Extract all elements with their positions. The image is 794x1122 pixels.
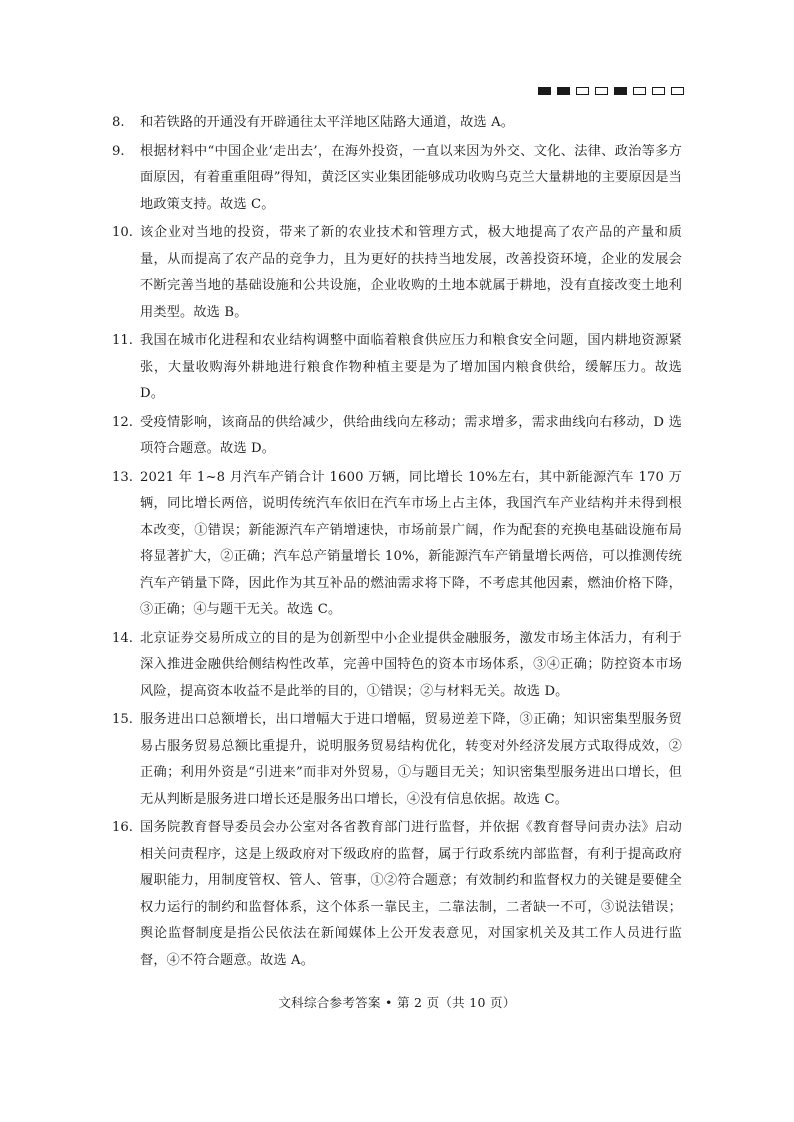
- answer-number: 12.: [112, 414, 133, 430]
- answer-text: 服务进出口总额增长，出口增幅大于进口增幅，贸易逆差下降，③正确；知识密集型服务贸易占服务贸易总额比重提升，说明服务贸易结构优化，转变对外经济发展方式取得成效，②正确；利用外资是“引进来”而非对外贸易，①与题目无关；知识密集型服务进出口增长，但无从判断是服务进口增长还是服务出口增长，④没有信息依据。故选 C。: [140, 712, 682, 807]
- marker-square: [576, 87, 589, 95]
- answer-item: [112, 626, 682, 706]
- marker-square: [595, 87, 608, 95]
- answer-item: [112, 410, 682, 463]
- answer-item: [112, 707, 682, 813]
- answer-item: [112, 110, 682, 137]
- marker-square: [671, 87, 684, 95]
- answer-number: 9.: [112, 143, 125, 159]
- marker-square: [652, 87, 665, 95]
- answer-list: [112, 110, 682, 976]
- marker-square: [614, 87, 627, 95]
- answer-number: 13.: [112, 469, 133, 485]
- answer-text: 根据材料中“中国企业‘走出去’，在海外投资，一直以来因为外交、文化、法律、政治等多方面原因，有着重重阻碍”得知，黄泛区实业集团能够成功收购乌克兰大量耕地的主要原因是当地政策支持。故选 C。: [140, 143, 682, 212]
- answer-text: 2021 年 1~8 月汽车产销合计 1600 万辆，同比增长 10%左右，其中新能源汽车 170 万辆，同比增长两倍，说明传统汽车依旧在汽车市场上占主体，我国汽车产业结构并未得到根本改变，①错误；新能源汽车产销增速快，市场前景广阔，作为配套的充换电基础设施布局将显著扩大，②正确；汽车总产销量增长 10%，新能源汽车产销量增长两倍，可以推测传统汽车产销量下降，因此作为其互补品的燃油需求将下降，不考虑其他因素，燃油价格下降，③正确；④与题干无关。故选 C。: [140, 469, 682, 617]
- marker-square: [538, 87, 551, 95]
- answer-number: 11.: [112, 333, 133, 348]
- header-markers: [538, 87, 684, 95]
- answer-text: 和若铁路的开通没有开辟通往太平洋地区陆路大通道，故选 A。: [140, 115, 515, 130]
- marker-square: [633, 87, 646, 95]
- answer-item: [112, 465, 682, 624]
- answer-item: [112, 139, 682, 219]
- marker-square: [557, 87, 570, 95]
- answer-number: 10.: [112, 225, 133, 240]
- answer-number: 16.: [112, 820, 133, 835]
- answer-text: 国务院教育督导委员会办公室对各省教育部门进行监督，并依据《教育督导问责办法》启动相关问责程序，这是上级政府对下级政府的监督，属于行政系统内部监督，有利于提高政府履职能力，用制度管权、管人、管事，①②符合题意；有效制约和监督权力的关键是要健全权力运行的制约和监督体系，这个体系一靠民主，二靠法制，二者缺一不可，③说法错误；舆论监督制度是指公民依法在新闻媒体上公开发表意见，对国家机关及其工作人员进行监督，④不符合题意。故选 A。: [140, 820, 682, 968]
- answer-item: [112, 220, 682, 326]
- answer-number: 14.: [112, 630, 133, 646]
- answer-item: [112, 328, 682, 408]
- answer-text: 受疫情影响，该商品的供给减少，供给曲线向左移动；需求增多，需求曲线向右移动，D 选项符合题意。故选 D。: [140, 414, 682, 456]
- answer-number: 15.: [112, 712, 133, 727]
- page-footer: 文科综合参考答案 • 第 2 页（共 10 页）: [278, 995, 516, 1010]
- answer-text: 该企业对当地的投资，带来了新的农业技术和管理方式，极大地提高了农产品的产量和质量，从而提高了农产品的竞争力，且为更好的扶持当地发展，改善投资环境，企业的发展会不断完善当地的基础设施和公共设施，企业收购的土地本就属于耕地，没有直接改变土地利用类型。故选 B。: [140, 225, 682, 320]
- answer-text: 北京证券交易所成立的目的是为创新型中小企业提供金融服务，激发市场主体活力，有利于深入推进金融供给侧结构性改革，完善中国特色的资本市场体系，③④正确；防控资本市场风险，提高资本收益不是此举的目的，①错误；②与材料无关。故选 D。: [140, 630, 682, 699]
- answer-number: 8.: [112, 115, 125, 130]
- answer-text: 我国在城市化进程和农业结构调整中面临着粮食供应压力和粮食安全问题，国内耕地资源紧张，大量收购海外耕地进行粮食作物种植主要是为了增加国内粮食供给，缓解压力。故选 D。: [140, 333, 682, 401]
- answer-item: [112, 815, 682, 974]
